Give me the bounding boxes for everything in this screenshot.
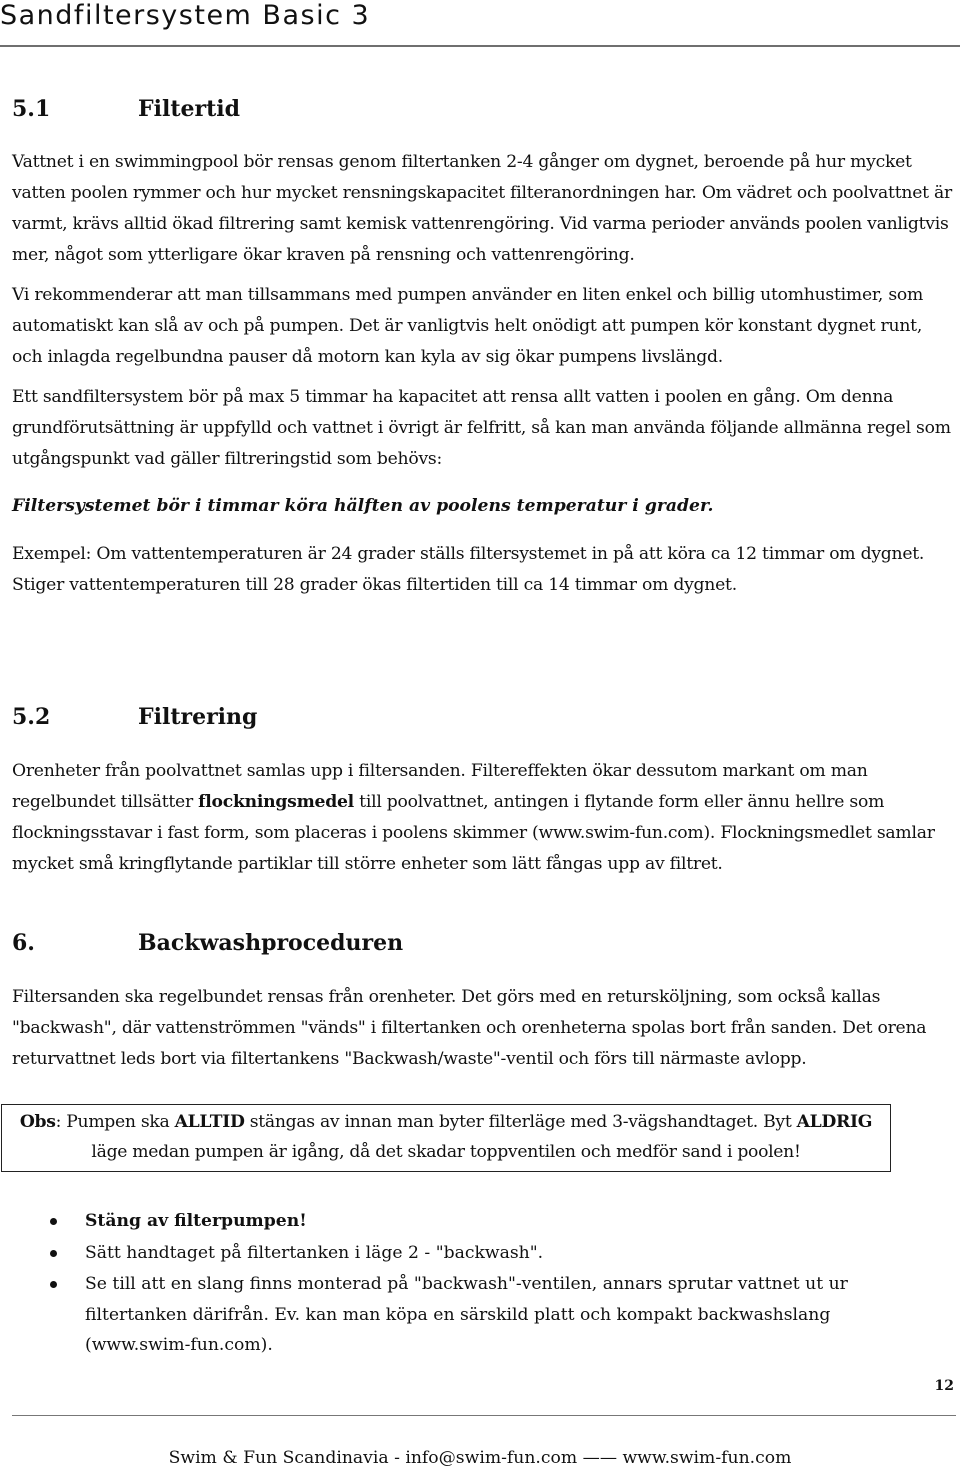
document-title: Sandfiltersystem Basic 3 [0, 0, 371, 31]
section-title: Backwashproceduren [138, 930, 404, 956]
section-heading-5-2 [12, 704, 257, 730]
bold-term: flockningsmedel [198, 792, 354, 812]
section-title: Filtrering [138, 704, 258, 730]
section-number: 5.2 [12, 704, 51, 730]
footer-divider [12, 1415, 956, 1416]
paragraph: Exempel: Om vattentemperaturen är 24 grader ställs filtersystemet in på att köra ca 12 timmar om dygnet. Stiger vattentemperaturen till 28 grader ökas filtertiden till ca 14 timmar om dygnet. [12, 544, 925, 595]
text-run: stängas av innan man byter filterläge med 3-vägshandtaget. Byt [244, 1112, 797, 1132]
section-title: Filtertid [138, 96, 240, 122]
bullet-icon [50, 1218, 57, 1225]
paragraph: Filtersanden ska regelbundet rensas från orenheter. Det görs med en retursköljning, som också kallas "backwash", där vattenströmmen "vänds" i filtertanken och orenheterna spolas bort från sanden. Det orena returvattnet leds bort via filtertankens "Backwash/waste"-ventil och förs till närmaste avlopp. [12, 987, 927, 1069]
paragraph [12, 756, 952, 880]
text-run: Orenheter från poolvattnet samlas upp i filtersanden. Filtereffekten ökar dessutom markant om man regelbundet tillsätter [12, 761, 868, 812]
page-number: 12 [934, 1378, 954, 1394]
paragraph: Vattnet i en swimmingpool bör rensas genom filtertanken 2-4 gånger om dygnet, beroende på hur mycket vatten poolen rymmer och hur mycket rensningskapacitet filteranordningen har. Om vädret och poolvattnet är varmt, krävs alltid ökad filtrering samt kemisk vattenrengöring. Vid varma perioder används poolen vanligtvis mer, något som ytterligare ökar kraven på rensning och vattenrengöring. [12, 152, 952, 265]
list-item [48, 1206, 908, 1237]
bullet-icon [50, 1250, 57, 1257]
page-footer: Swim & Fun Scandinavia - info@swim-fun.com —— www.swim-fun.com [168, 1448, 792, 1468]
section-number: 5.1 [12, 96, 51, 122]
paragraph: Ett sandfiltersystem bör på max 5 timmar ha kapacitet att rensa allt vatten i poolen en gång. Om denna grundförutsättning är uppfylld och vattnet i övrigt är felfritt, så kan man använda följande allmänna regel som utgångspunkt vad gäller filtreringstid som behövs: [12, 387, 951, 469]
section-heading-5-1 [12, 96, 240, 122]
list-item [48, 1238, 908, 1269]
text-run: till poolvattnet, antingen i flytande form eller ännu hellre som flockningsstavar i fast form, som placeras i poolens skimmer (www.swim-fun.com). Flockningsmedlet samlar mycket små kringflytande partiklar till större enheter som lätt fångas upp av filtret. [12, 792, 935, 874]
text-run: : Pumpen ska [55, 1112, 175, 1132]
filtration-rule: Filtersystemet bör i timmar köra hälften av poolens temperatur i grader. [12, 496, 714, 516]
bold-term: ALDRIG [796, 1112, 873, 1132]
section-5-1-body [12, 147, 952, 601]
backwash-steps [48, 1206, 908, 1362]
section-6-body [12, 982, 952, 1075]
section-5-2-body [12, 756, 952, 880]
title-divider [0, 45, 960, 47]
bold-term: ALLTID [174, 1112, 245, 1132]
notice-label: Obs [19, 1112, 56, 1132]
text-run: läge medan pumpen är igång, då det skadar toppventilen och medför sand i poolen! [91, 1142, 801, 1162]
warning-notice [1, 1104, 891, 1172]
paragraph: Vi rekommenderar att man tillsammans med pumpen använder en liten enkel och billig utomhustimer, som automatiskt kan slå av och på pumpen. Det är vanligtvis helt onödigt att pumpen kör konstant dygnet runt, och inlagda regelbundna pauser då motorn kan kyla av sig ökar pumpens livslängd. [12, 285, 924, 367]
step-text: Stäng av filterpumpen! [85, 1211, 307, 1231]
bullet-icon [50, 1281, 57, 1288]
step-text: Se till att en slang finns monterad på "backwash"-ventilen, annars sprutar vattnet ut ur filtertanken därifrån. Ev. kan man köpa en särskild platt och kompakt backwashslang (www.swim-fun.com). [85, 1274, 848, 1355]
section-heading-6 [12, 930, 403, 956]
section-number: 6. [12, 930, 35, 956]
step-text: Sätt handtaget på filtertanken i läge 2 - "backwash". [85, 1242, 544, 1263]
list-item [48, 1269, 908, 1361]
